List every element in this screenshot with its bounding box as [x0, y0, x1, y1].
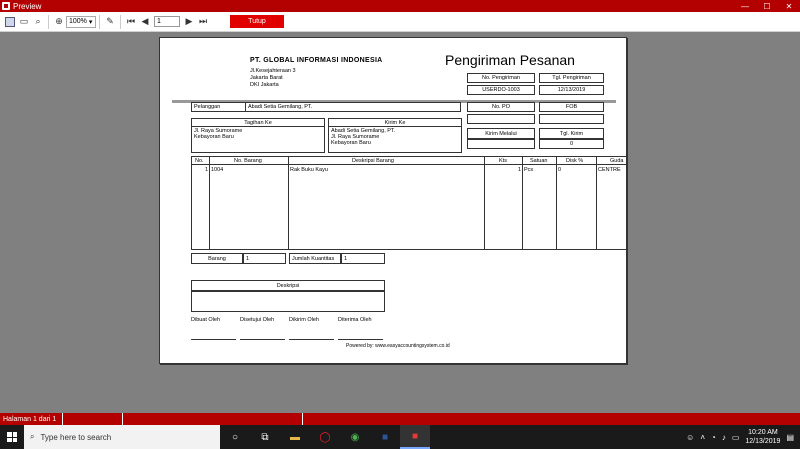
signature-label: Dikirim Oleh	[289, 317, 319, 323]
company-address-line: DKI Jakarta	[250, 82, 279, 88]
jumlah-kuantitas-value: 1	[341, 253, 385, 264]
people-icon[interactable]: ☺	[686, 432, 695, 442]
maximize-button[interactable]: ☐	[763, 1, 771, 11]
preview-toolbar	[0, 12, 800, 32]
no-po-label: No. PO	[467, 102, 535, 112]
status-segment	[123, 413, 303, 425]
column-header: Disk %	[566, 158, 584, 164]
kirim-ke-line: Jl. Raya Sumorame	[331, 134, 380, 140]
signature-line	[240, 339, 285, 340]
company-address-line: Jakarta Barat	[250, 75, 283, 81]
column-header: Satuan	[530, 158, 548, 164]
tagihan-ke-box	[191, 126, 325, 153]
doc-title: Pengiriman Pesanan	[445, 52, 575, 68]
row-no-barang: 1004	[211, 167, 224, 173]
jumlah-kuantitas-label: Jumlah Kuantitas	[289, 253, 341, 264]
deskripsi-box	[191, 291, 385, 312]
fob-label: FOB	[539, 102, 604, 112]
pelanggan-value: Abadi Setia Gemilang, PT.	[245, 102, 461, 112]
accounting-app-icon[interactable]: ■	[400, 425, 430, 449]
tutup-button[interactable]: Tutup	[230, 15, 284, 28]
tgl-pengiriman-label: Tgl. Pengiriman	[539, 73, 604, 83]
column-header: Kts	[499, 158, 507, 164]
cortana-icon[interactable]: ○	[231, 431, 239, 443]
chevron-down-icon: ▾	[88, 18, 93, 26]
chevron-up-icon[interactable]: ˄	[700, 432, 705, 442]
task-view-icon[interactable]: ⧉	[261, 431, 269, 443]
start-button[interactable]	[0, 425, 24, 449]
signature-line	[191, 339, 236, 340]
column-header: No. Barang	[234, 158, 262, 164]
last-page-icon[interactable]: ⏭	[198, 16, 208, 26]
no-pengiriman-label: No. Pengiriman	[467, 73, 535, 83]
kirim-ke-label: Kirim Ke	[328, 118, 462, 127]
report-page	[159, 37, 627, 364]
window-titlebar	[0, 0, 800, 12]
kirim-melalui-label: Kirim Melalui	[467, 128, 535, 139]
tagihan-ke-line: Kebayoran Baru	[194, 134, 234, 140]
barang-label: Barang	[191, 253, 243, 264]
row-satuan: Pcs	[524, 167, 534, 173]
page-number-input[interactable]: 1	[154, 16, 180, 27]
tagihan-ke-line: Jl. Raya Sumorame	[194, 128, 243, 134]
app-icon	[2, 2, 10, 10]
find-icon[interactable]: ⌕	[35, 16, 41, 26]
company-name: PT. GLOBAL INFORMASI INDONESIA	[250, 57, 383, 64]
no-po-value	[467, 114, 535, 124]
signature-label: Diterima Oleh	[338, 317, 372, 323]
volume-icon[interactable]: ♪	[721, 432, 726, 442]
page-info: Halaman 1 dari 1	[3, 413, 63, 425]
row-kts: 1	[518, 167, 522, 173]
clock-time: 10:20 AM	[748, 429, 778, 436]
status-segment	[63, 413, 123, 425]
company-address-line: Jl.Kesejahteraan 3	[250, 68, 296, 74]
kirim-ke-line: Abadi Setia Gemilang, PT.	[331, 128, 396, 134]
row-gudang: CENTRE	[598, 167, 621, 173]
open-icon[interactable]: ▭	[19, 16, 29, 26]
table-column	[557, 157, 597, 249]
zoom-icon[interactable]: ⊕	[55, 16, 63, 26]
language-icon[interactable]: ▭	[731, 432, 740, 442]
opera-icon[interactable]: ◯	[319, 431, 331, 443]
toolbar-divider	[99, 15, 100, 29]
word-icon[interactable]: ■	[381, 431, 389, 443]
column-header: Deskripsi Barang	[352, 158, 394, 164]
fob-value	[539, 114, 604, 124]
minimize-button[interactable]: —	[741, 1, 749, 11]
toolbar-divider	[48, 15, 49, 29]
search-placeholder: Type here to search	[40, 432, 112, 442]
items-table	[191, 156, 627, 250]
network-icon[interactable]: ◔	[710, 432, 716, 442]
pelanggan-label: Pelanggan	[191, 102, 245, 112]
signature-line	[289, 339, 334, 340]
row-disk: 0	[558, 167, 562, 173]
kirim-ke-box	[328, 126, 462, 153]
clock[interactable]	[745, 428, 780, 446]
zoom-value: 100%	[69, 18, 87, 25]
windows-logo-icon	[7, 432, 17, 442]
zoom-select[interactable]	[66, 16, 96, 28]
notification-icon[interactable]: ▤	[786, 432, 794, 442]
window-title: Preview	[13, 1, 42, 11]
tgl-pengiriman-value: 12/13/2019	[539, 85, 604, 95]
chrome-icon[interactable]: ◉	[350, 431, 360, 443]
kirim-melalui-value	[467, 139, 535, 149]
no-pengiriman-value: USERDO-1003	[467, 85, 535, 95]
search-icon: ⌕	[30, 432, 35, 441]
signature-line	[338, 339, 383, 340]
toolbar-divider	[120, 15, 121, 29]
row-no: 1	[205, 167, 209, 173]
powered-by: Powered by: www.easyaccountingsystem.co.id	[346, 343, 450, 349]
preview-area[interactable]	[0, 32, 800, 413]
kirim-ke-line: Kebayoran Baru	[331, 140, 371, 146]
barang-value: 1	[243, 253, 286, 264]
signature-label: Disetujui Oleh	[240, 317, 275, 323]
first-page-icon[interactable]: ⏮	[126, 16, 136, 26]
system-tray	[686, 428, 800, 446]
file-explorer-icon[interactable]: ▬	[290, 431, 300, 443]
next-page-icon[interactable]: ▶	[185, 16, 193, 26]
taskbar-search[interactable]	[24, 425, 220, 449]
prev-page-icon[interactable]: ◀	[141, 16, 149, 26]
clock-date: 12/13/2019	[745, 438, 781, 445]
windows-taskbar	[0, 425, 800, 449]
signature-label: Dibuat Oleh	[191, 317, 221, 323]
status-bar	[0, 413, 800, 425]
deskripsi-label: Deskripsi	[191, 280, 385, 291]
column-header: No.	[195, 158, 204, 164]
tgl-kirim-value: 0	[539, 139, 604, 149]
edit-icon[interactable]: ✎	[106, 16, 114, 26]
close-button[interactable]: ✕	[785, 1, 793, 11]
tgl-kirim-label: Tgl. Kirim	[539, 128, 604, 139]
tagihan-ke-label: Tagihan Ke	[191, 118, 325, 127]
page-setup-icon[interactable]	[5, 17, 15, 27]
column-header: Guda	[610, 158, 624, 164]
row-deskripsi: Rak Buku Kayu	[290, 167, 328, 173]
